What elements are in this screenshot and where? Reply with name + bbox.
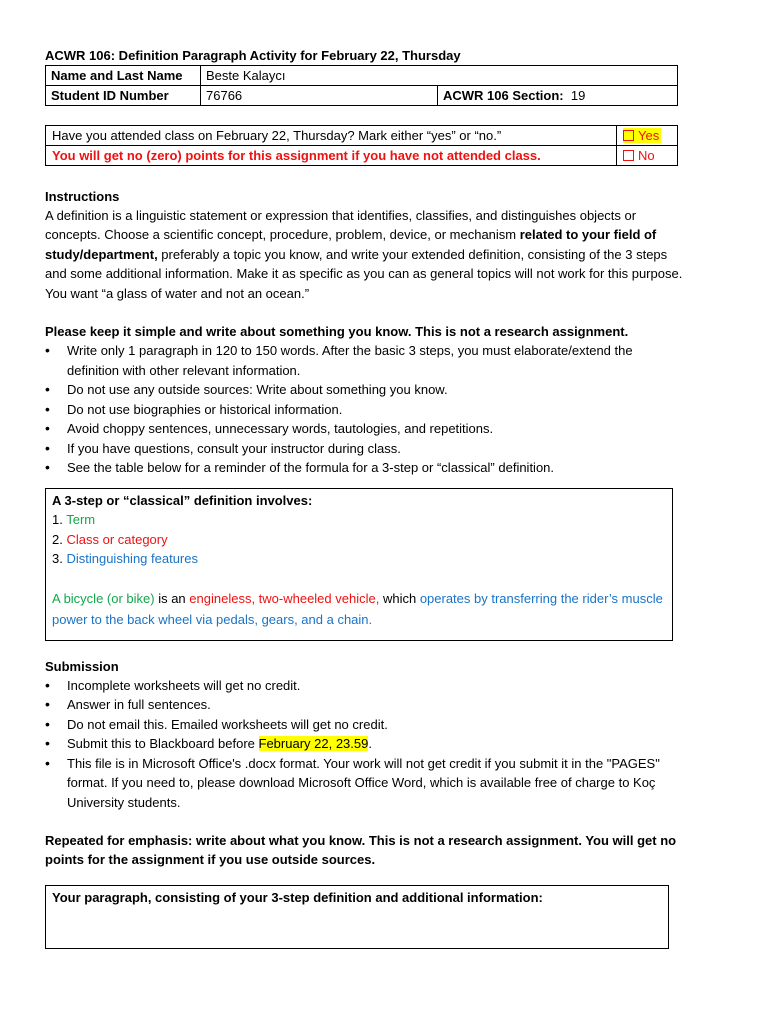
example-class: engineless, two-wheeled vehicle, bbox=[189, 590, 380, 606]
document-title: ACWR 106: Definition Paragraph Activity for February 22, Thursday bbox=[45, 48, 461, 63]
section-field[interactable]: 19 bbox=[570, 88, 586, 103]
section-cell[interactable] bbox=[438, 86, 678, 106]
submission-section bbox=[45, 657, 685, 813]
keep-simple-note: Please keep it simple and write about something you know. This is not a research assignment. bbox=[45, 324, 629, 340]
step-3-label: Distinguishing features bbox=[66, 551, 198, 567]
list-item: • Do not email this. Emailed worksheets will get no credit. bbox=[45, 715, 685, 735]
list-item: • Do not use biographies or historical information. bbox=[45, 400, 685, 420]
yes-checkbox-icon[interactable] bbox=[623, 130, 634, 141]
student-info-table bbox=[45, 65, 678, 106]
no-option[interactable] bbox=[617, 146, 678, 166]
submission-list bbox=[45, 676, 685, 813]
no-label: No bbox=[638, 148, 655, 163]
instructions-heading: Instructions bbox=[45, 189, 120, 204]
step-2-number: 2. bbox=[52, 531, 67, 547]
answer-box[interactable] bbox=[45, 885, 669, 949]
student-id-label: Student ID Number bbox=[46, 86, 201, 106]
attendance-table bbox=[45, 125, 678, 166]
example-features: operates by transferring the rider’s muscle power to the back wheel via pedals, gears, and a chain. bbox=[52, 590, 663, 627]
student-id-field[interactable]: 76766 bbox=[201, 86, 438, 106]
deadline-prefix: Submit this to Blackboard before bbox=[67, 736, 259, 752]
step-1 bbox=[52, 510, 672, 530]
id-row bbox=[46, 86, 678, 106]
name-row bbox=[46, 66, 678, 86]
example-connector-which: which bbox=[379, 590, 420, 606]
instructions-text-b: preferably a topic you know, and write your extended definition, consisting of the 3 steps and some additional information. Make it as specific as you can as general topics will not work for this purpose. You want “a glass of water and not an ocean.” bbox=[45, 246, 683, 301]
list-item: • Do not use any outside sources: Write about something you know. bbox=[45, 380, 685, 400]
submission-heading: Submission bbox=[45, 658, 119, 674]
yes-label: Yes bbox=[638, 128, 660, 143]
list-item: • Avoid choppy sentences, unnecessary words, tautologies, and repetitions. bbox=[45, 419, 685, 439]
no-checkbox-icon[interactable] bbox=[623, 150, 634, 161]
instructions-paragraph bbox=[45, 206, 685, 303]
instructions-section bbox=[45, 187, 685, 303]
step-3-number: 3. bbox=[52, 551, 67, 567]
definition-box bbox=[45, 488, 673, 641]
list-item: • This file is in Microsoft Office's .docx format. Your work will not get credit if you submit it in the "PAGES" format. If you need to, please download Microsoft Office Word, which is available free of charge to Koç University students. bbox=[45, 754, 685, 813]
instructions-text-a: A definition is a linguistic statement or expression that identifies, classifies, and distinguishes objects or concepts. Choose a scientific concept, procedure, problem, device, or mechanism bbox=[45, 208, 637, 243]
step-1-number: 1. bbox=[52, 512, 67, 528]
document-page bbox=[45, 48, 685, 949]
instruction-list bbox=[45, 341, 685, 478]
name-field[interactable]: Beste Kalaycı bbox=[201, 66, 678, 86]
attendance-question: Have you attended class on February 22, Thursday? Mark either “yes” or “no.” bbox=[46, 126, 617, 146]
list-item: • Incomplete worksheets will get no credit. bbox=[45, 676, 685, 696]
deadline-date: February 22, 23.59 bbox=[258, 736, 369, 752]
attendance-warning: You will get no (zero) points for this assignment if you have not attended class. bbox=[46, 146, 617, 166]
list-item: • See the table below for a reminder of the formula for a 3-step or “classical” definition. bbox=[45, 458, 685, 478]
definition-example bbox=[52, 588, 672, 630]
instructions-text-bold: related to your field of study/department, bbox=[45, 227, 657, 262]
step-2 bbox=[52, 530, 672, 550]
name-label: Name and Last Name bbox=[46, 66, 201, 86]
yes-option[interactable] bbox=[617, 126, 678, 146]
step-1-label: Term bbox=[66, 512, 96, 528]
section-label: ACWR 106 Section: bbox=[443, 88, 564, 103]
list-item: • Answer in full sentences. bbox=[45, 695, 685, 715]
step-2-label: Class or category bbox=[66, 531, 168, 547]
step-3 bbox=[52, 549, 672, 569]
answer-box-label: Your paragraph, consisting of your 3-step definition and additional information: bbox=[52, 890, 543, 906]
list-item bbox=[45, 734, 685, 754]
deadline-suffix: . bbox=[368, 736, 372, 752]
list-item: • If you have questions, consult your instructor during class. bbox=[45, 439, 685, 459]
example-term: A bicycle (or bike) bbox=[52, 590, 155, 606]
emphasis-note: Repeated for emphasis: write about what you know. This is not a research assignment. You will get no points for the assignment if you use outside sources. bbox=[45, 833, 677, 868]
list-item: • Write only 1 paragraph in 120 to 150 words. After the basic 3 steps, you must elaborate/extend the definition with other relevant information. bbox=[45, 341, 685, 380]
example-connector-is: is an bbox=[154, 590, 190, 606]
definition-box-heading: A 3-step or “classical” definition involves: bbox=[52, 492, 313, 508]
